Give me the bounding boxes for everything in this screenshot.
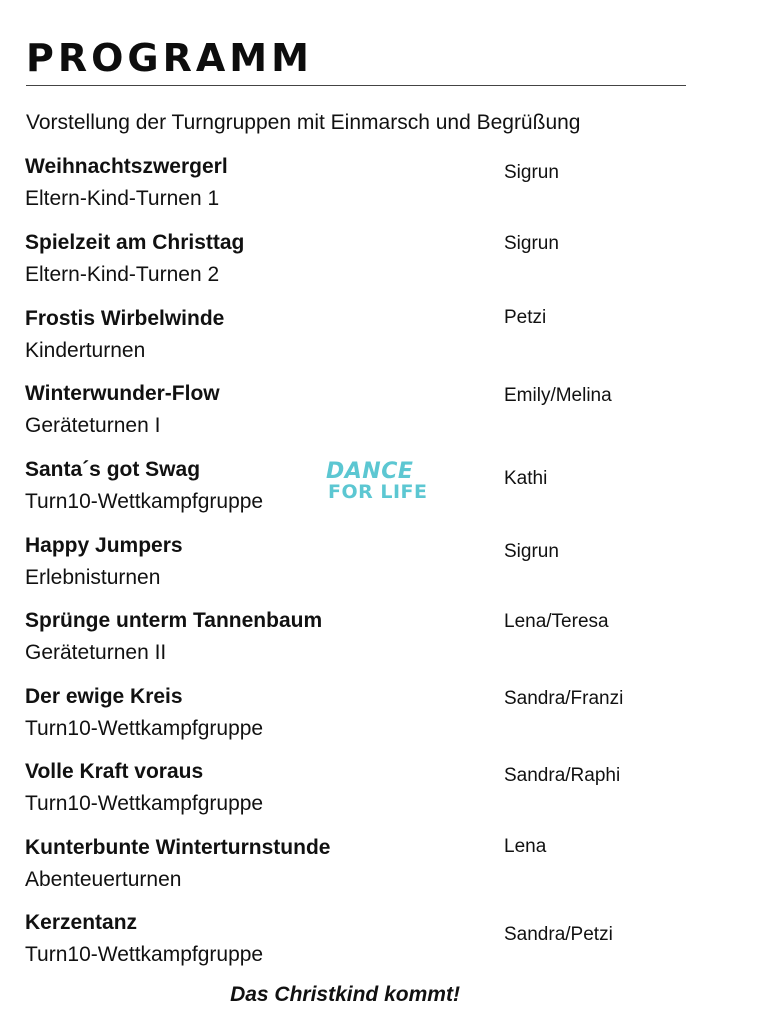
item-title: Volle Kraft voraus <box>25 760 204 783</box>
item-group: Turn10-Wettkampfgruppe <box>25 943 264 966</box>
intro-text: Vorstellung der Turngruppen mit Einmarsch und Begrüßung <box>26 111 581 134</box>
item-title: Kerzentanz <box>25 911 138 934</box>
item-leader: Sigrun <box>504 541 559 562</box>
item-group: Turn10-Wettkampfgruppe <box>25 717 264 740</box>
item-leader: Kathi <box>504 468 548 489</box>
item-title: Spielzeit am Christtag <box>25 231 245 254</box>
item-leader: Sandra/Franzi <box>504 688 624 709</box>
item-leader: Sigrun <box>504 233 559 254</box>
logo-line-1: DANCE <box>326 459 414 484</box>
item-title: Sprünge unterm Tannenbaum <box>25 609 323 632</box>
program-item <box>0 382 766 448</box>
program-item <box>0 609 766 675</box>
item-title: Weihnachtszwergerl <box>25 155 228 178</box>
item-group: Erlebnisturnen <box>25 566 161 589</box>
program-item <box>0 534 766 600</box>
item-leader: Sandra/Raphi <box>504 765 621 786</box>
program-item <box>0 307 766 373</box>
finale-text: Das Christkind kommt! <box>230 983 460 1006</box>
item-group: Eltern-Kind-Turnen 2 <box>25 263 220 286</box>
item-title: Santa´s got Swag <box>25 458 201 481</box>
item-title: Frostis Wirbelwinde <box>25 307 225 330</box>
item-leader: Petzi <box>504 307 547 328</box>
item-title: Kunterbunte Winterturnstunde <box>25 836 331 859</box>
item-group: Turn10-Wettkampfgruppe <box>25 792 264 815</box>
program-item <box>0 836 766 902</box>
item-group: Eltern-Kind-Turnen 1 <box>25 187 220 210</box>
program-item <box>0 911 766 977</box>
item-group: Geräteturnen II <box>25 641 167 664</box>
program-item <box>0 231 766 297</box>
item-group: Turn10-Wettkampfgruppe <box>25 490 264 513</box>
dance-for-life-logo <box>326 461 430 505</box>
program-item <box>0 685 766 751</box>
item-group: Abenteuerturnen <box>25 868 182 891</box>
page-title: PROGRAMM <box>26 36 313 80</box>
item-group: Kinderturnen <box>25 339 146 362</box>
item-leader: Emily/Melina <box>504 385 612 406</box>
program-item <box>0 760 766 826</box>
logo-line-2: FOR LIFE <box>328 481 428 503</box>
item-leader: Sigrun <box>504 162 559 183</box>
item-title: Der ewige Kreis <box>25 685 183 708</box>
item-leader: Lena/Teresa <box>504 611 609 632</box>
title-divider <box>26 85 686 86</box>
item-title: Happy Jumpers <box>25 534 183 557</box>
program-item <box>0 155 766 221</box>
item-group: Geräteturnen I <box>25 414 161 437</box>
item-leader: Lena <box>504 836 547 857</box>
item-title: Winterwunder-Flow <box>25 382 220 405</box>
item-leader: Sandra/Petzi <box>504 924 613 945</box>
